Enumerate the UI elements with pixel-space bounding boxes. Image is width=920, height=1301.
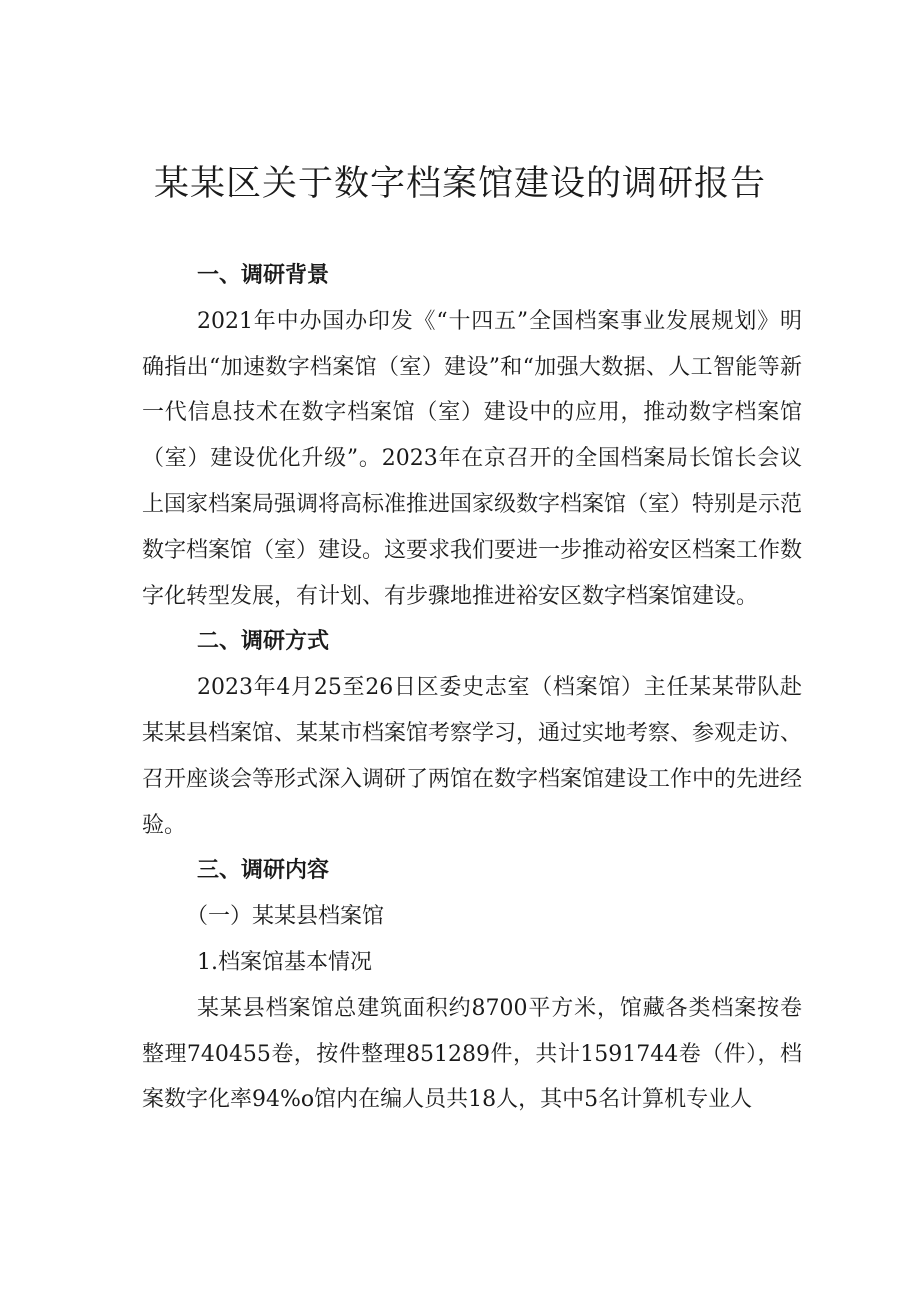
section-heading-method: 二、调研方式	[197, 629, 330, 655]
subsubheading-basic-info: 1.档案馆基本情况	[197, 949, 372, 975]
document-body	[142, 253, 802, 1123]
paragraph-basic-info: 某某县档案馆总建筑面积约8700平方米，馆藏各类档案按卷整理740455卷，按件整理851289件，共计1591744卷（件），档案数字化率94%o馆内在编人员共18人，其中5名计算机专业人	[142, 995, 802, 1113]
section-heading-content: 三、调研内容	[197, 858, 330, 884]
paragraph-background: 2021年中办国办印发《“十四五”全国档案事业发展规划》明确指出“加速数字档案馆（室）建设”和“加强大数据、人工智能等新一代信息技术在数字档案馆（室）建设中的应用，推动数字档案馆（室）建设优化升级”。2023年在京召开的全国档案局长馆长会议上国家档案局强调将高标准推进国家级数字档案馆（室）特别是示范数字档案馆（室）建设。这要求我们要进一步推动裕安区档案工作数字化转型发展，有计划、有步骤地推进裕安区数字档案馆建设。	[142, 308, 803, 609]
paragraph-method: 2023年4月25至26日区委史志室（档案馆）主任某某带队赴某某县档案馆、某某市档案馆考察学习，通过实地考察、参观走访、召开座谈会等形式深入调研了两馆在数字档案馆建设工作中的先进经验。	[142, 675, 803, 838]
document-title: 某某区关于数字档案馆建设的调研报告	[153, 164, 766, 204]
section-heading-background: 一、调研背景	[197, 263, 330, 288]
subheading-county-archive: （一）某某县档案馆	[186, 904, 385, 930]
